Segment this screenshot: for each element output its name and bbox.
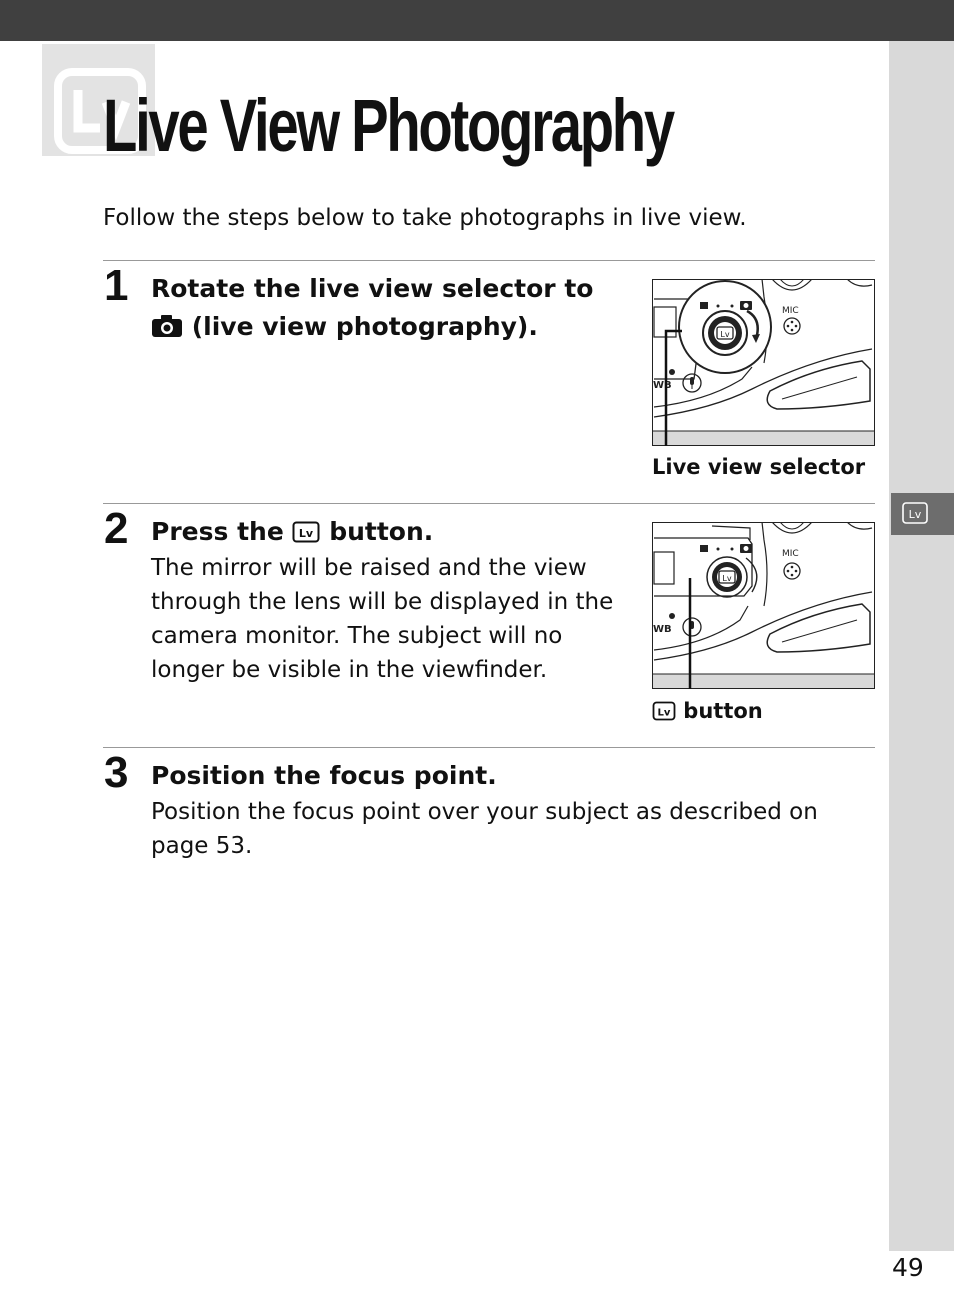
step-heading-line1: Rotate the live view selector to <box>151 274 594 303</box>
live-view-icon <box>902 502 928 524</box>
svg-text:Lv: Lv <box>657 707 671 719</box>
live-view-selector-figure <box>652 279 875 446</box>
step-body: Position the focus point over your subject as described on page 53. <box>151 799 818 859</box>
step-heading-line2: (live view photography). <box>183 312 538 341</box>
step-heading-before: Press the <box>151 517 293 546</box>
svg-text:WB: WB <box>653 380 672 391</box>
step-body: The mirror will be raised and the view through the lens will be displayed in the camera monitor. The subject will no longer be visible in the viewfinder. <box>151 555 614 683</box>
svg-text:Lv: Lv <box>720 330 730 339</box>
step-number: 1 <box>104 261 129 310</box>
step-divider <box>103 260 875 261</box>
camera-icon <box>151 314 183 338</box>
step-divider <box>103 503 875 504</box>
top-bar <box>0 0 954 41</box>
intro-text: Follow the steps below to take photographs in live view. <box>103 205 747 231</box>
page-title: Live View Photography <box>103 84 673 167</box>
figure-caption: Live view selector <box>652 455 866 479</box>
side-strip <box>889 41 954 1251</box>
step-number: 3 <box>104 748 129 797</box>
figure-caption-text: button <box>676 699 763 723</box>
svg-text:Lv: Lv <box>908 508 922 521</box>
step-heading <box>151 270 593 346</box>
step-heading: Position the focus point. <box>151 761 497 790</box>
svg-text:WB: WB <box>653 624 672 635</box>
svg-text:MIC: MIC <box>782 306 799 316</box>
page-number: 49 <box>892 1253 924 1282</box>
section-tab[interactable] <box>891 493 954 535</box>
step-heading-after: button. <box>320 517 434 546</box>
svg-text:MIC: MIC <box>782 549 799 559</box>
figure-caption <box>652 696 763 726</box>
live-view-button-icon <box>292 521 320 543</box>
step-number: 2 <box>104 504 129 553</box>
svg-text:Lv: Lv <box>299 527 314 540</box>
step-divider <box>103 747 875 748</box>
step-heading <box>151 513 433 551</box>
svg-text:Lv: Lv <box>722 574 732 583</box>
live-view-button-icon <box>652 701 676 721</box>
live-view-button-figure <box>652 522 875 689</box>
